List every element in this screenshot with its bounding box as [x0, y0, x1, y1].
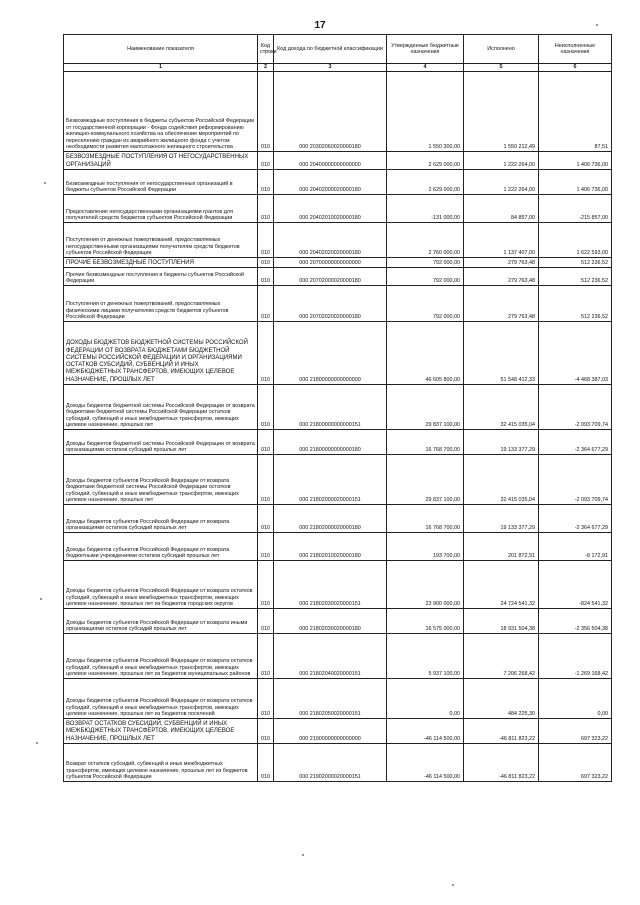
- row-code: 000 21802010020000180: [274, 533, 387, 561]
- header-unexecuted: Неисполненные назначения: [539, 35, 612, 64]
- table-body: [64, 72, 612, 782]
- page-number: 17: [314, 20, 326, 31]
- row-code: 000 20402000020000180: [274, 170, 387, 195]
- table-row: [64, 634, 612, 679]
- column-number: 1: [64, 64, 258, 72]
- scan-speck: [452, 884, 454, 886]
- row-code: 000 21800000000000180: [274, 430, 387, 455]
- table-row: [64, 223, 612, 258]
- scan-speck: [596, 24, 598, 26]
- column-number: 5: [464, 64, 539, 72]
- scan-speck: [302, 854, 304, 856]
- row-name: Доходы бюджетов субъектов Российской Федерации от возврата бюджетами бюджетной системы Российской Федерации остатков субсидий, субвенций и иных межбюджетных трансфертов, имеющих целевое назначение, прошлых лет: [64, 455, 258, 505]
- row-executed: 19 133 377,29: [464, 430, 539, 455]
- row-approved: 16 768 700,00: [387, 430, 464, 455]
- row-code: 000 21802000020000151: [274, 455, 387, 505]
- column-number: 3: [274, 64, 387, 72]
- row-executed: 32 415 035,04: [464, 385, 539, 430]
- row-name: Доходы бюджетов субъектов Российской Федерации от возврата остатков субсидий, субвенций и иных межбюджетных трансфертов, имеющих целевое назначение, прошлых лет из бюджетов муниципальных районов: [64, 634, 258, 679]
- table-row: [64, 533, 612, 561]
- header-executed: Исполнено: [464, 35, 539, 64]
- row-name: Доходы бюджетов бюджетной системы Российской Федерации от возврата организациями остатков субсидий прошлых лет: [64, 430, 258, 455]
- row-name: ВОЗВРАТ ОСТАТКОВ СУБСИДИЙ, СУБВЕНЦИЙ И ИНЫХ МЕЖБЮДЖЕТНЫХ ТРАНСФЕРТОВ, ИМЕЮЩИХ ЦЕЛЕВОЕ НАЗНАЧЕНИЕ, ПРОШЛЫХ ЛЕТ: [64, 719, 258, 744]
- row-approved: 29 837 100,00: [387, 385, 464, 430]
- row-line: 010: [258, 455, 274, 505]
- row-code: 000 21802040020000151: [274, 634, 387, 679]
- table-row: [64, 744, 612, 782]
- column-number: 2: [258, 64, 274, 72]
- row-code: 000 20400000000000000: [274, 152, 387, 170]
- row-line: 010: [258, 430, 274, 455]
- row-name: Доходы бюджетов субъектов Российской Федерации от возврата организациями остатков субсидий прошлых лет: [64, 505, 258, 533]
- row-code: 000 20702020020000180: [274, 286, 387, 322]
- header-name: Наименование показателя: [64, 35, 258, 64]
- row-code: 000 21900000000000000: [274, 719, 387, 744]
- table-row: [64, 170, 612, 195]
- row-code: 000 21800000000000000: [274, 322, 387, 385]
- row-name: Прочие безвозмездные поступления в бюджеты субъектов Российской Федерации: [64, 268, 258, 286]
- row-approved: 2 629 000,00: [387, 152, 464, 170]
- row-name: Поступления от денежных пожертвований, предоставляемых физическими лицами получателям средств бюджетов субъектов Российской Федерации: [64, 286, 258, 322]
- row-line: 010: [258, 719, 274, 744]
- row-line: 010: [258, 170, 274, 195]
- row-code: 000 20302060020000180: [274, 72, 387, 152]
- row-approved: -46 114 500,00: [387, 744, 464, 782]
- column-number: 4: [387, 64, 464, 72]
- row-executed: 201 872,91: [464, 533, 539, 561]
- row-line: 010: [258, 385, 274, 430]
- table-row: [64, 258, 612, 268]
- row-name: Поступления от денежных пожертвований, предоставляемых негосударственными организациями получателям средств бюджетов субъектов Российской Федерации: [64, 223, 258, 258]
- row-executed: 1 222 264,00: [464, 170, 539, 195]
- table-row: [64, 322, 612, 385]
- row-executed: 19 133 377,29: [464, 505, 539, 533]
- row-executed: 279 763,48: [464, 286, 539, 322]
- row-code: 000 21802030020000151: [274, 561, 387, 609]
- row-line: 010: [258, 72, 274, 152]
- row-line: 010: [258, 223, 274, 258]
- row-line: 010: [258, 744, 274, 782]
- table-row: [64, 385, 612, 430]
- scan-speck: [40, 598, 42, 600]
- row-approved: 792 000,00: [387, 286, 464, 322]
- row-unexecuted: 1 622 593,00: [539, 223, 612, 258]
- table-row: [64, 268, 612, 286]
- row-code: 000 21800000000000151: [274, 385, 387, 430]
- row-line: 010: [258, 195, 274, 223]
- table-row: [64, 195, 612, 223]
- row-executed: 1 137 407,00: [464, 223, 539, 258]
- row-code: 000 21902000020000151: [274, 744, 387, 782]
- row-approved: 792 000,00: [387, 258, 464, 268]
- row-name: Безвозмездные поступления от негосударственных организаций в бюджеты субъектов Российской Федерации: [64, 170, 258, 195]
- table-row: [64, 72, 612, 152]
- table-row: [64, 152, 612, 170]
- row-unexecuted: -2 364 677,29: [539, 430, 612, 455]
- row-approved: 193 700,00: [387, 533, 464, 561]
- row-line: 010: [258, 533, 274, 561]
- row-line: 010: [258, 152, 274, 170]
- row-name: Предоставление негосударственными организациями грантов для получателей средств бюджетов субъектов Российской Федерации: [64, 195, 258, 223]
- row-executed: -46 811 823,22: [464, 719, 539, 744]
- row-name: Доходы бюджетов субъектов Российской Федерации от возврата иными организациями остатков субсидий прошлых лет: [64, 609, 258, 634]
- row-approved: -131 000,00: [387, 195, 464, 223]
- column-number-row: [64, 64, 612, 72]
- row-name: Доходы бюджетов субъектов Российской Федерации от возврата бюджетными учреждениями остатков субсидий прошлых лет: [64, 533, 258, 561]
- row-approved: 2 629 000,00: [387, 170, 464, 195]
- row-executed: 51 548 412,33: [464, 322, 539, 385]
- row-executed: 18 931 504,38: [464, 609, 539, 634]
- row-name: Доходы бюджетов субъектов Российской Федерации от возврата остатков субсидий, субвенций и иных межбюджетных трансфертов, имеющих целевое назначение, прошлых лет из бюджетов городских округов: [64, 561, 258, 609]
- row-executed: 84 857,00: [464, 195, 539, 223]
- table-row: [64, 430, 612, 455]
- table-row: [64, 561, 612, 609]
- row-line: 010: [258, 505, 274, 533]
- column-number: 6: [539, 64, 612, 72]
- row-approved: 16 575 000,00: [387, 609, 464, 634]
- row-approved: 1 550 300,00: [387, 72, 464, 152]
- row-unexecuted: -2 093 709,74: [539, 385, 612, 430]
- row-name: ПРОЧИЕ БЕЗВОЗМЕЗДНЫЕ ПОСТУПЛЕНИЯ: [64, 258, 258, 268]
- row-code: 000 20700000000000000: [274, 258, 387, 268]
- row-approved: 29 837 100,00: [387, 455, 464, 505]
- row-line: 010: [258, 322, 274, 385]
- row-executed: 1 550 212,49: [464, 72, 539, 152]
- table-row: [64, 455, 612, 505]
- row-name: Доходы бюджетов бюджетной системы Российской Федерации от возврата бюджетами бюджетной системы Российской Федерации остатков субсидий, субвенций и иных межбюджетных трансфертов, имеющих целевое назначение, прошлых лет: [64, 385, 258, 430]
- row-name: ДОХОДЫ БЮДЖЕТОВ БЮДЖЕТНОЙ СИСТЕМЫ РОССИЙСКОЙ ФЕДЕРАЦИИ ОТ ВОЗВРАТА БЮДЖЕТАМИ БЮДЖЕТНОЙ СИСТЕМЫ РОССИЙСКОЙ ФЕДЕРАЦИИ И ОРГАНИЗАЦИЯМИ ОСТАТКОВ СУБСИДИЙ, СУБВЕНЦИЙ И ИНЫХ МЕЖБЮДЖЕТНЫХ ТРАНСФЕРТОВ, ИМЕЮЩИХ ЦЕЛЕВОЕ НАЗНАЧЕНИЕ, ПРОШЛЫХ ЛЕТ: [64, 322, 258, 385]
- row-executed: 279 763,48: [464, 258, 539, 268]
- row-name: Возврат остатков субсидий, субвенций и иных межбюджетных трансфертов, имеющих целевое назначение, прошлых лет из бюджетов субъектов Российской Федерации: [64, 744, 258, 782]
- row-code: 000 21802000020000180: [274, 505, 387, 533]
- budget-table: [63, 34, 612, 782]
- row-unexecuted: -1 269 168,42: [539, 634, 612, 679]
- row-name: Доходы бюджетов субъектов Российской Федерации от возврата остатков субсидий, субвенций и иных межбюджетных трансфертов, имеющих целевое назначение, прошлых лет из бюджетов поселений: [64, 679, 258, 719]
- row-unexecuted: 512 236,52: [539, 286, 612, 322]
- row-line: 010: [258, 561, 274, 609]
- row-unexecuted: -824 541,32: [539, 561, 612, 609]
- row-unexecuted: -4 468 387,03: [539, 322, 612, 385]
- row-line: 010: [258, 268, 274, 286]
- row-unexecuted: 512 236,52: [539, 268, 612, 286]
- row-unexecuted: 87,51: [539, 72, 612, 152]
- row-unexecuted: 1 406 736,00: [539, 170, 612, 195]
- table-row: [64, 679, 612, 719]
- row-approved: 23 900 000,00: [387, 561, 464, 609]
- row-code: 000 20402010020000180: [274, 195, 387, 223]
- row-line: 010: [258, 634, 274, 679]
- row-line: 010: [258, 286, 274, 322]
- row-approved: 792 000,00: [387, 268, 464, 286]
- row-unexecuted: -215 857,00: [539, 195, 612, 223]
- row-unexecuted: -2 356 504,38: [539, 609, 612, 634]
- row-approved: 0,00: [387, 679, 464, 719]
- row-executed: 484 225,30: [464, 679, 539, 719]
- scan-speck: [36, 742, 38, 744]
- table-row: [64, 719, 612, 744]
- row-executed: 1 222 264,00: [464, 152, 539, 170]
- row-unexecuted: -8 172,91: [539, 533, 612, 561]
- row-approved: 2 760 000,00: [387, 223, 464, 258]
- row-unexecuted: 697 323,22: [539, 719, 612, 744]
- row-executed: 279 763,48: [464, 268, 539, 286]
- row-code: 000 21802050020000151: [274, 679, 387, 719]
- row-line: 010: [258, 609, 274, 634]
- row-approved: 5 937 100,00: [387, 634, 464, 679]
- header-approved: Утвержденные бюджетные назначения: [387, 35, 464, 64]
- row-code: 000 20702000020000180: [274, 268, 387, 286]
- row-name: БЕЗВОЗМЕЗДНЫЕ ПОСТУПЛЕНИЯ ОТ НЕГОСУДАРСТВЕННЫХ ОРГАНИЗАЦИЙ: [64, 152, 258, 170]
- row-executed: -46 811 823,22: [464, 744, 539, 782]
- header-code: Код дохода по бюджетной классификации: [274, 35, 387, 64]
- row-code: 000 20402020020000180: [274, 223, 387, 258]
- table-row: [64, 286, 612, 322]
- row-name: Безвозмездные поступления в бюджеты субъектов Российской Федерации от государственной корпорации - Фонда содействия реформированию жилищно-коммунального хозяйства на обеспечение мероприятий по переселению граждан из аварийного жилищного фонда с учетом необходимости развития малоэтажного жилищного строительства: [64, 72, 258, 152]
- header-row: [64, 35, 612, 64]
- header-line: Код строки: [258, 35, 274, 64]
- row-approved: -46 114 500,00: [387, 719, 464, 744]
- row-executed: 24 724 541,32: [464, 561, 539, 609]
- row-unexecuted: -2 364 677,29: [539, 505, 612, 533]
- row-unexecuted: 1 406 736,00: [539, 152, 612, 170]
- row-code: 000 21802030020000180: [274, 609, 387, 634]
- row-approved: 16 768 700,00: [387, 505, 464, 533]
- row-executed: 32 415 035,04: [464, 455, 539, 505]
- row-approved: 46 605 800,00: [387, 322, 464, 385]
- row-line: 010: [258, 679, 274, 719]
- row-unexecuted: -2 093 709,74: [539, 455, 612, 505]
- row-unexecuted: 0,00: [539, 679, 612, 719]
- row-line: 010: [258, 258, 274, 268]
- row-unexecuted: 512 236,52: [539, 258, 612, 268]
- row-executed: 7 206 268,42: [464, 634, 539, 679]
- scan-speck: [44, 182, 46, 184]
- table-row: [64, 609, 612, 634]
- row-unexecuted: 697 323,22: [539, 744, 612, 782]
- table-row: [64, 505, 612, 533]
